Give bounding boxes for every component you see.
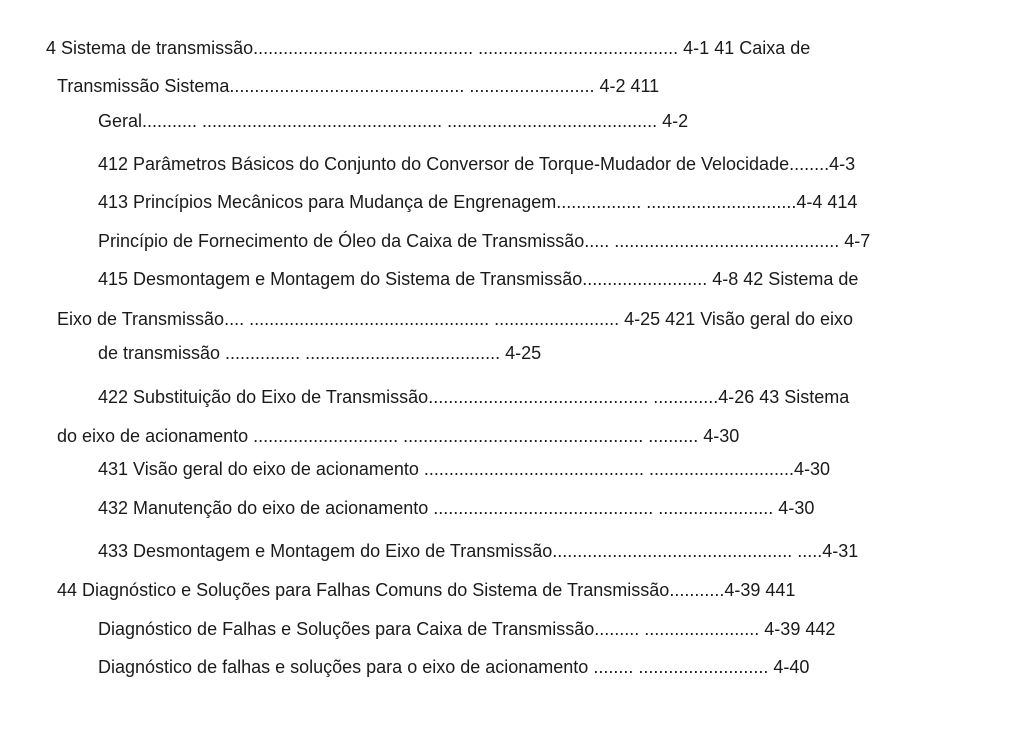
toc-line-421-cont: de transmissão ............... ....................................... 4-25 bbox=[98, 343, 542, 363]
toc-line-442-cont: Diagnóstico de falhas e soluções para o eixo de acionamento ........ .......................... 4-40 bbox=[98, 657, 810, 677]
toc-line-41-cont: Transmissão Sistema............................................... ......................... 4-2 411 bbox=[57, 76, 660, 96]
toc-line-42-cont: Eixo de Transmissão.... ................................................ ......................... 4-25 421 Visão geral do eixo bbox=[57, 309, 853, 329]
toc-line-433: 433 Desmontagem e Montagem do Eixo de Transmissão................................................ .....4-31 bbox=[98, 541, 859, 561]
toc-line-431: 431 Visão geral do eixo de acionamento ............................................ .............................4-30 bbox=[98, 459, 830, 479]
toc-line-411-cont: Geral........... ................................................ .......................................... 4-2 bbox=[98, 111, 689, 131]
toc-line-414-cont: Princípio de Fornecimento de Óleo da Caixa de Transmissão..... ............................................. 4-7 bbox=[98, 231, 871, 251]
toc-line-441-cont: Diagnóstico de Falhas e Soluções para Caixa de Transmissão......... ....................... 4-39 442 bbox=[98, 619, 836, 639]
toc-line-chapter-4: 4 Sistema de transmissão............................................ ........................................ 4-1 41 Caixa de bbox=[46, 38, 811, 58]
toc-line-44: 44 Diagnóstico e Soluções para Falhas Comuns do Sistema de Transmissão...........4-39 441 bbox=[57, 580, 796, 600]
toc-line-412: 412 Parâmetros Básicos do Conjunto do Conversor de Torque-Mudador de Velocidade........4-3 bbox=[98, 154, 856, 174]
toc-line-43-cont: do eixo de acionamento ............................. ................................................ .......... 4-30 bbox=[57, 426, 740, 446]
toc-line-432: 432 Manutenção do eixo de acionamento ............................................ ....................... 4-30 bbox=[98, 498, 815, 518]
toc-line-415: 415 Desmontagem e Montagem do Sistema de Transmissão......................... 4-8 42 Sistema de bbox=[98, 269, 859, 289]
toc-line-422: 422 Substituição do Eixo de Transmissão............................................ .............4-26 43 Sistema bbox=[98, 387, 850, 407]
toc-line-413: 413 Princípios Mecânicos para Mudança de Engrenagem................. ..............................4-4 414 bbox=[98, 192, 858, 212]
